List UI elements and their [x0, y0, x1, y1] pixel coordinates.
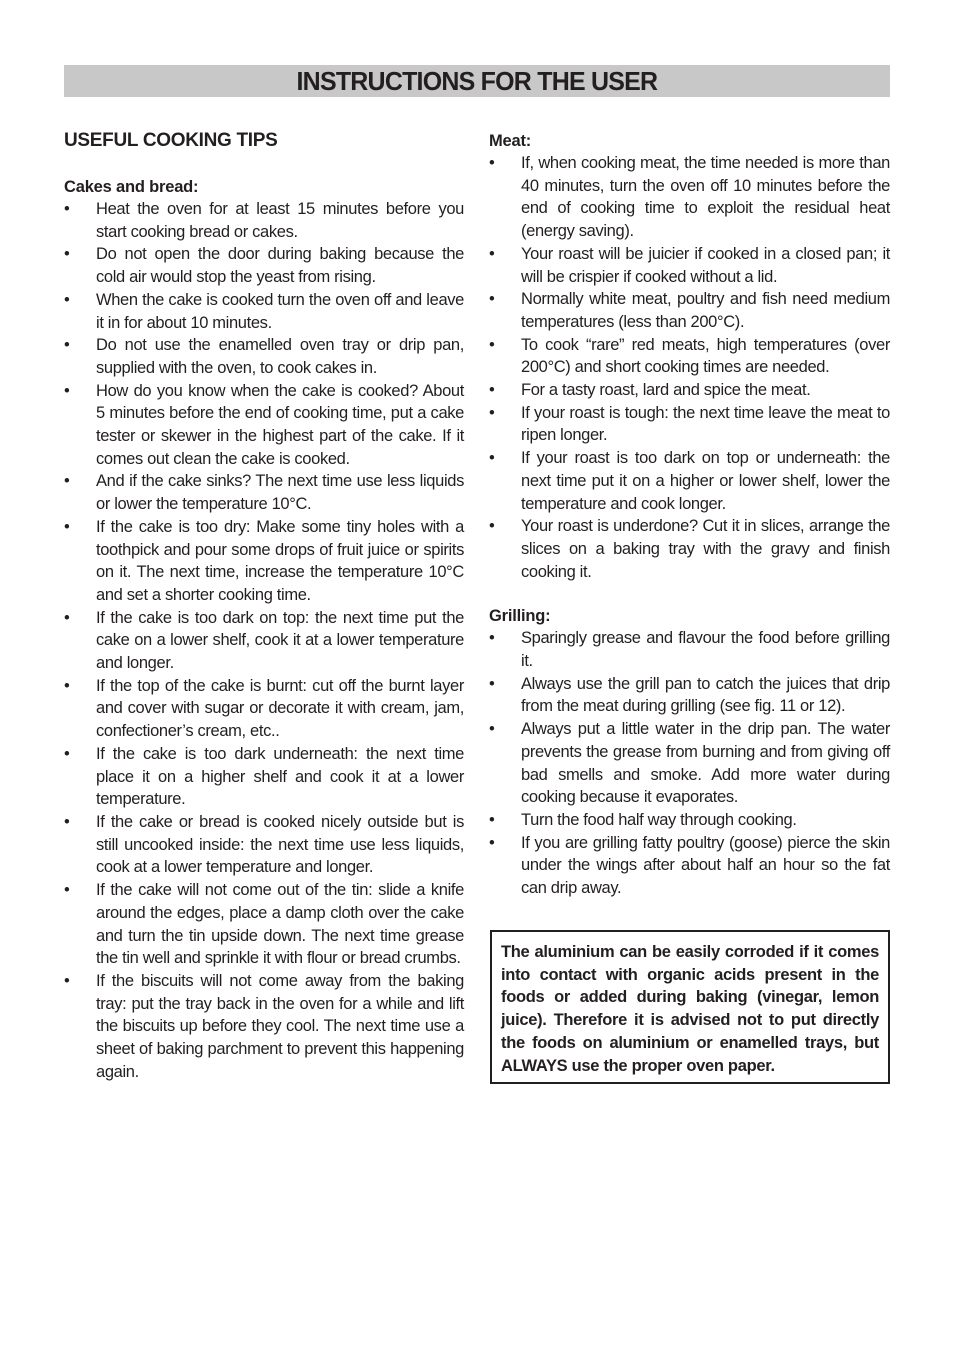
list-item-text: If the cake is too dry: Make some tiny holes with a toothpick and pour some drops of fruit juice or spirits on it. The next time, increase the temperature 10°C and set a shorter cooking time.	[96, 517, 464, 604]
list-item-text: If the cake is too dark underneath: the next time place it on a higher shelf and cook it at a lower temperature.	[96, 744, 464, 809]
list-item-text: And if the cake sinks? The next time use less liquids or lower the temperature 10°C.	[96, 472, 464, 514]
list-item-text: Do not use the enamelled oven tray or drip pan, supplied with the oven, to cook cakes in.	[96, 336, 464, 377]
list-item	[64, 470, 464, 515]
bullet-marker: •	[489, 674, 495, 693]
bullet-marker: •	[489, 290, 495, 309]
left-column	[64, 128, 464, 1083]
bullet-marker: •	[64, 608, 70, 627]
list-item-text: Always use the grill pan to catch the juices that drip from the meat during grilling (see fig. 11 or 12).	[521, 674, 890, 716]
section-title: USEFUL COOKING TIPS	[64, 130, 278, 151]
warning-text: The aluminium can be easily corroded if it comes into contact with organic acids present in the foods or added during baking (vinegar, lemon juice). Therefore it is advised not to put directly the foods on aluminium or enamelled trays, but ALWAYS use the proper oven paper.	[501, 943, 879, 1075]
bullet-marker: •	[64, 517, 70, 536]
list-item-text: If your roast is tough: the next time leave the meat to ripen longer.	[521, 403, 890, 445]
list-item-text: Do not open the door during baking because the cold air would stop the yeast from rising.	[96, 245, 464, 287]
list-item-text: If, when cooking meat, the time needed is more than 40 minutes, turn the oven off 10 minutes before the end of cooking time to exploit the residual heat (energy saving).	[521, 154, 890, 241]
list-item	[489, 673, 890, 718]
bullet-marker: •	[64, 245, 70, 264]
bullet-marker: •	[64, 881, 70, 900]
list-item-text: If the cake is too dark on top: the next time put the cake on a lower shelf, cook it at a lower temperature and longer.	[96, 608, 464, 673]
list-item	[64, 879, 464, 970]
list-item	[64, 607, 464, 675]
list-item-text: How do you know when the cake is cooked? About 5 minutes before the end of cooking time, put a cake tester or skewer in the highest part of the cake. If it comes out clean the cake is cooked.	[96, 381, 464, 468]
bullet-marker: •	[64, 676, 70, 695]
bullet-marker: •	[489, 403, 495, 422]
bullet-marker: •	[64, 336, 70, 355]
bullet-marker: •	[489, 244, 495, 263]
page-title: INSTRUCTIONS FOR THE USER	[296, 66, 658, 96]
list-item	[489, 243, 890, 288]
bullet-marker: •	[489, 154, 495, 172]
list-item-text: If the cake will not come out of the tin: slide a knife around the edges, place a damp cloth over the cake and turn the tin upside down. The next time grease the tin well and sprinkle it with flour or bread crumbs.	[96, 881, 464, 968]
bullet-marker: •	[64, 472, 70, 491]
list-item	[64, 289, 464, 334]
list-item	[489, 809, 890, 832]
bullet-marker: •	[64, 381, 70, 400]
list-item	[64, 198, 464, 243]
list-item-text: For a tasty roast, lard and spice the meat.	[521, 381, 811, 400]
list-item-text: If your roast is too dark on top or underneath: the next time put it on a higher or lower shelf, lower the temperature and cook longer.	[521, 449, 890, 513]
cakes-heading: Cakes and bread:	[64, 178, 199, 196]
aluminium-warning-box	[490, 930, 890, 1084]
list-item-text: Your roast will be juicier if cooked in a closed pan; it will be crispier if cooked without a lid.	[521, 244, 890, 286]
list-item-text: Sparingly grease and flavour the food before grilling it.	[521, 629, 890, 671]
list-item	[489, 288, 890, 333]
bullet-marker: •	[64, 200, 70, 218]
list-item-text: Always put a little water in the drip pan. The water prevents the grease from burning and from giving off bad smells and smoke. Add more water during cooking because it evaporates.	[521, 720, 890, 807]
list-item-text: If the cake or bread is cooked nicely outside but is still uncooked inside: the next time use less liquids, cook at a lower temperature and longer.	[96, 812, 464, 877]
bullet-marker: •	[489, 381, 495, 400]
list-item	[64, 334, 464, 379]
grilling-list	[489, 627, 890, 899]
bullet-marker: •	[64, 812, 70, 831]
list-item-text: To cook “rare” red meats, high temperatures (over 200°C) and short cooking times are needed.	[521, 335, 890, 377]
bullet-marker: •	[489, 335, 495, 354]
list-item	[489, 718, 890, 809]
bullet-marker: •	[489, 833, 495, 852]
list-item	[489, 152, 890, 243]
list-item-text: When the cake is cooked turn the oven off and leave it in for about 10 minutes.	[96, 290, 464, 332]
list-item-text: If you are grilling fatty poultry (goose) pierce the skin under the wings after about half an hour so the fat can drip away.	[521, 833, 890, 898]
meat-heading: Meat:	[489, 132, 532, 150]
list-item	[64, 516, 464, 607]
bullet-marker: •	[64, 744, 70, 763]
list-item	[64, 743, 464, 811]
list-item	[64, 243, 464, 288]
list-item-text: Your roast is underdone? Cut it in slices, arrange the slices on a baking tray with the gravy and finish cooking it.	[521, 517, 890, 581]
bullet-marker: •	[489, 720, 495, 739]
list-item	[489, 515, 890, 583]
list-item	[489, 334, 890, 379]
bullet-marker: •	[489, 810, 495, 829]
list-item	[489, 402, 890, 447]
bullet-marker: •	[64, 971, 70, 990]
meat-list	[489, 152, 890, 583]
list-item-text: Normally white meat, poultry and fish need medium temperatures (less than 200°C).	[521, 290, 890, 331]
bullet-marker: •	[489, 449, 495, 468]
list-item	[489, 379, 890, 402]
section-gap	[489, 583, 890, 605]
cakes-list	[64, 198, 464, 1083]
list-item	[64, 811, 464, 879]
grilling-heading: Grilling:	[489, 607, 551, 626]
bullet-marker: •	[64, 290, 70, 309]
list-item	[64, 380, 464, 471]
list-item	[489, 447, 890, 515]
right-column	[489, 130, 890, 900]
list-item	[489, 832, 890, 900]
list-item-text: Heat the oven for at least 15 minutes before you start cooking bread or cakes.	[96, 200, 464, 241]
list-item	[64, 675, 464, 743]
list-item	[64, 970, 464, 1084]
bullet-marker: •	[489, 629, 495, 648]
list-item	[489, 627, 890, 672]
list-item-text: If the top of the cake is burnt: cut off the burnt layer and cover with sugar or decorate it with cream, jam, confectioner’s cream, etc..	[96, 676, 464, 741]
header-bar	[64, 65, 890, 97]
bullet-marker: •	[489, 517, 495, 536]
list-item-text: If the biscuits will not come away from the baking tray: put the tray back in the oven for a while and lift the biscuits up before they cool. The next time use a sheet of baking parchment to prevent this happening again.	[96, 971, 464, 1081]
list-item-text: Turn the food half way through cooking.	[521, 810, 797, 829]
